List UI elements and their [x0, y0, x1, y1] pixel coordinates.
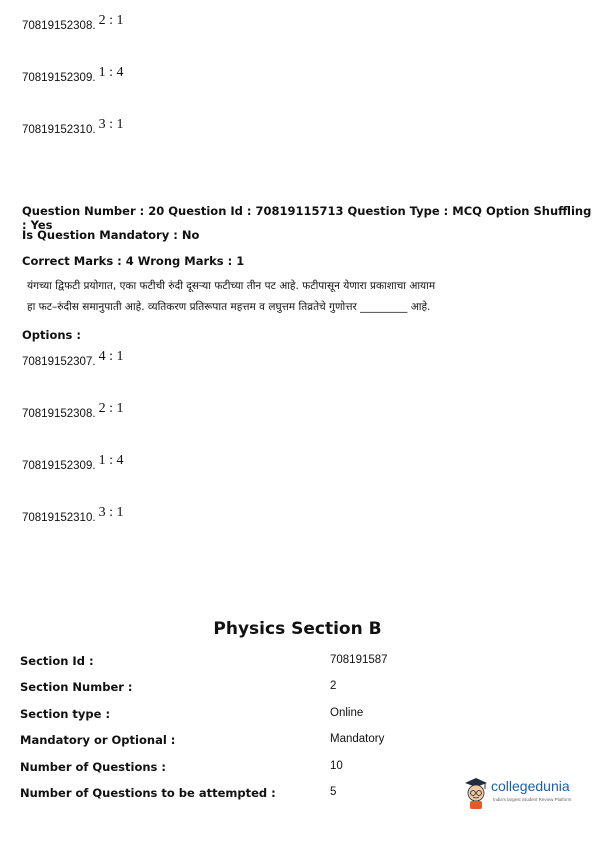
row-key: Section type :: [20, 707, 111, 721]
logo-tagline: India's largest Student Review Platform: [493, 797, 572, 802]
row-value: Mandatory: [330, 733, 385, 745]
section-row-id: [20, 654, 580, 670]
option-ratio: 2 : 1: [98, 401, 124, 416]
option-ratio: 3 : 1: [98, 117, 124, 132]
option-id: 70819152310.: [22, 512, 96, 524]
option-id: 70819152308.: [22, 20, 96, 32]
section-row-num-questions: [20, 760, 580, 776]
row-key: Number of Questions :: [20, 760, 166, 774]
question-mandatory: Is Question Mandatory : No: [22, 228, 200, 242]
section-row-type: [20, 707, 580, 723]
question-text-line-1: यंगच्या द्विफटी प्रयोगात, एका फटीची रुंदी दूसऱ्या फटीच्या तीन पट आहे. फटीपासून येणारा प्रकाशाचा आयाम: [27, 280, 436, 292]
row-key: Section Number :: [20, 680, 133, 694]
section-title: Physics Section B: [213, 619, 382, 639]
option-ratio: 1 : 4: [98, 65, 124, 80]
option-4: [22, 505, 124, 526]
option-id: 70819152309.: [22, 72, 96, 84]
collegedunia-logo: [463, 776, 583, 816]
option-ratio: 3 : 1: [98, 505, 124, 520]
option-id: 70819152310.: [22, 124, 96, 136]
logo-text: collegedunia: [491, 778, 570, 794]
prev-option-2: [22, 65, 124, 86]
prev-option-3: [22, 117, 124, 138]
option-1: [22, 349, 124, 370]
option-ratio: 2 : 1: [98, 13, 124, 28]
option-id: 70819152309.: [22, 460, 96, 472]
options-label: Options :: [22, 328, 81, 342]
option-ratio: 4 : 1: [98, 349, 124, 364]
row-value: 10: [330, 760, 343, 772]
mascot-icon: [463, 776, 489, 810]
option-3: [22, 453, 124, 474]
row-key: Mandatory or Optional :: [20, 733, 176, 747]
row-value: 2: [330, 680, 337, 692]
prev-option-1: [22, 13, 124, 34]
row-key: Number of Questions to be attempted :: [20, 786, 276, 800]
question-text-line-2: हा फट–रुंदीस समानुपाती आहे. व्यतिकरण प्रतिरूपात महत्तम व लघुत्तम तिव्रतेचे गुणोत्तर _________ आहे.: [27, 301, 431, 313]
option-2: [22, 401, 124, 422]
section-row-mandatory: [20, 733, 580, 749]
question-marks: Correct Marks : 4 Wrong Marks : 1: [22, 254, 245, 268]
row-value: 5: [330, 786, 337, 798]
question-header: Question Number : 20 Question Id : 70819115713 Question Type : MCQ Option Shuffling : Yes: [22, 204, 592, 232]
row-value: Online: [330, 707, 364, 719]
option-ratio: 1 : 4: [98, 453, 124, 468]
row-key: Section Id :: [20, 654, 94, 668]
option-id: 70819152307.: [22, 356, 96, 368]
option-id: 70819152308.: [22, 408, 96, 420]
row-value: 708191587: [330, 654, 388, 666]
section-row-number: [20, 680, 580, 696]
